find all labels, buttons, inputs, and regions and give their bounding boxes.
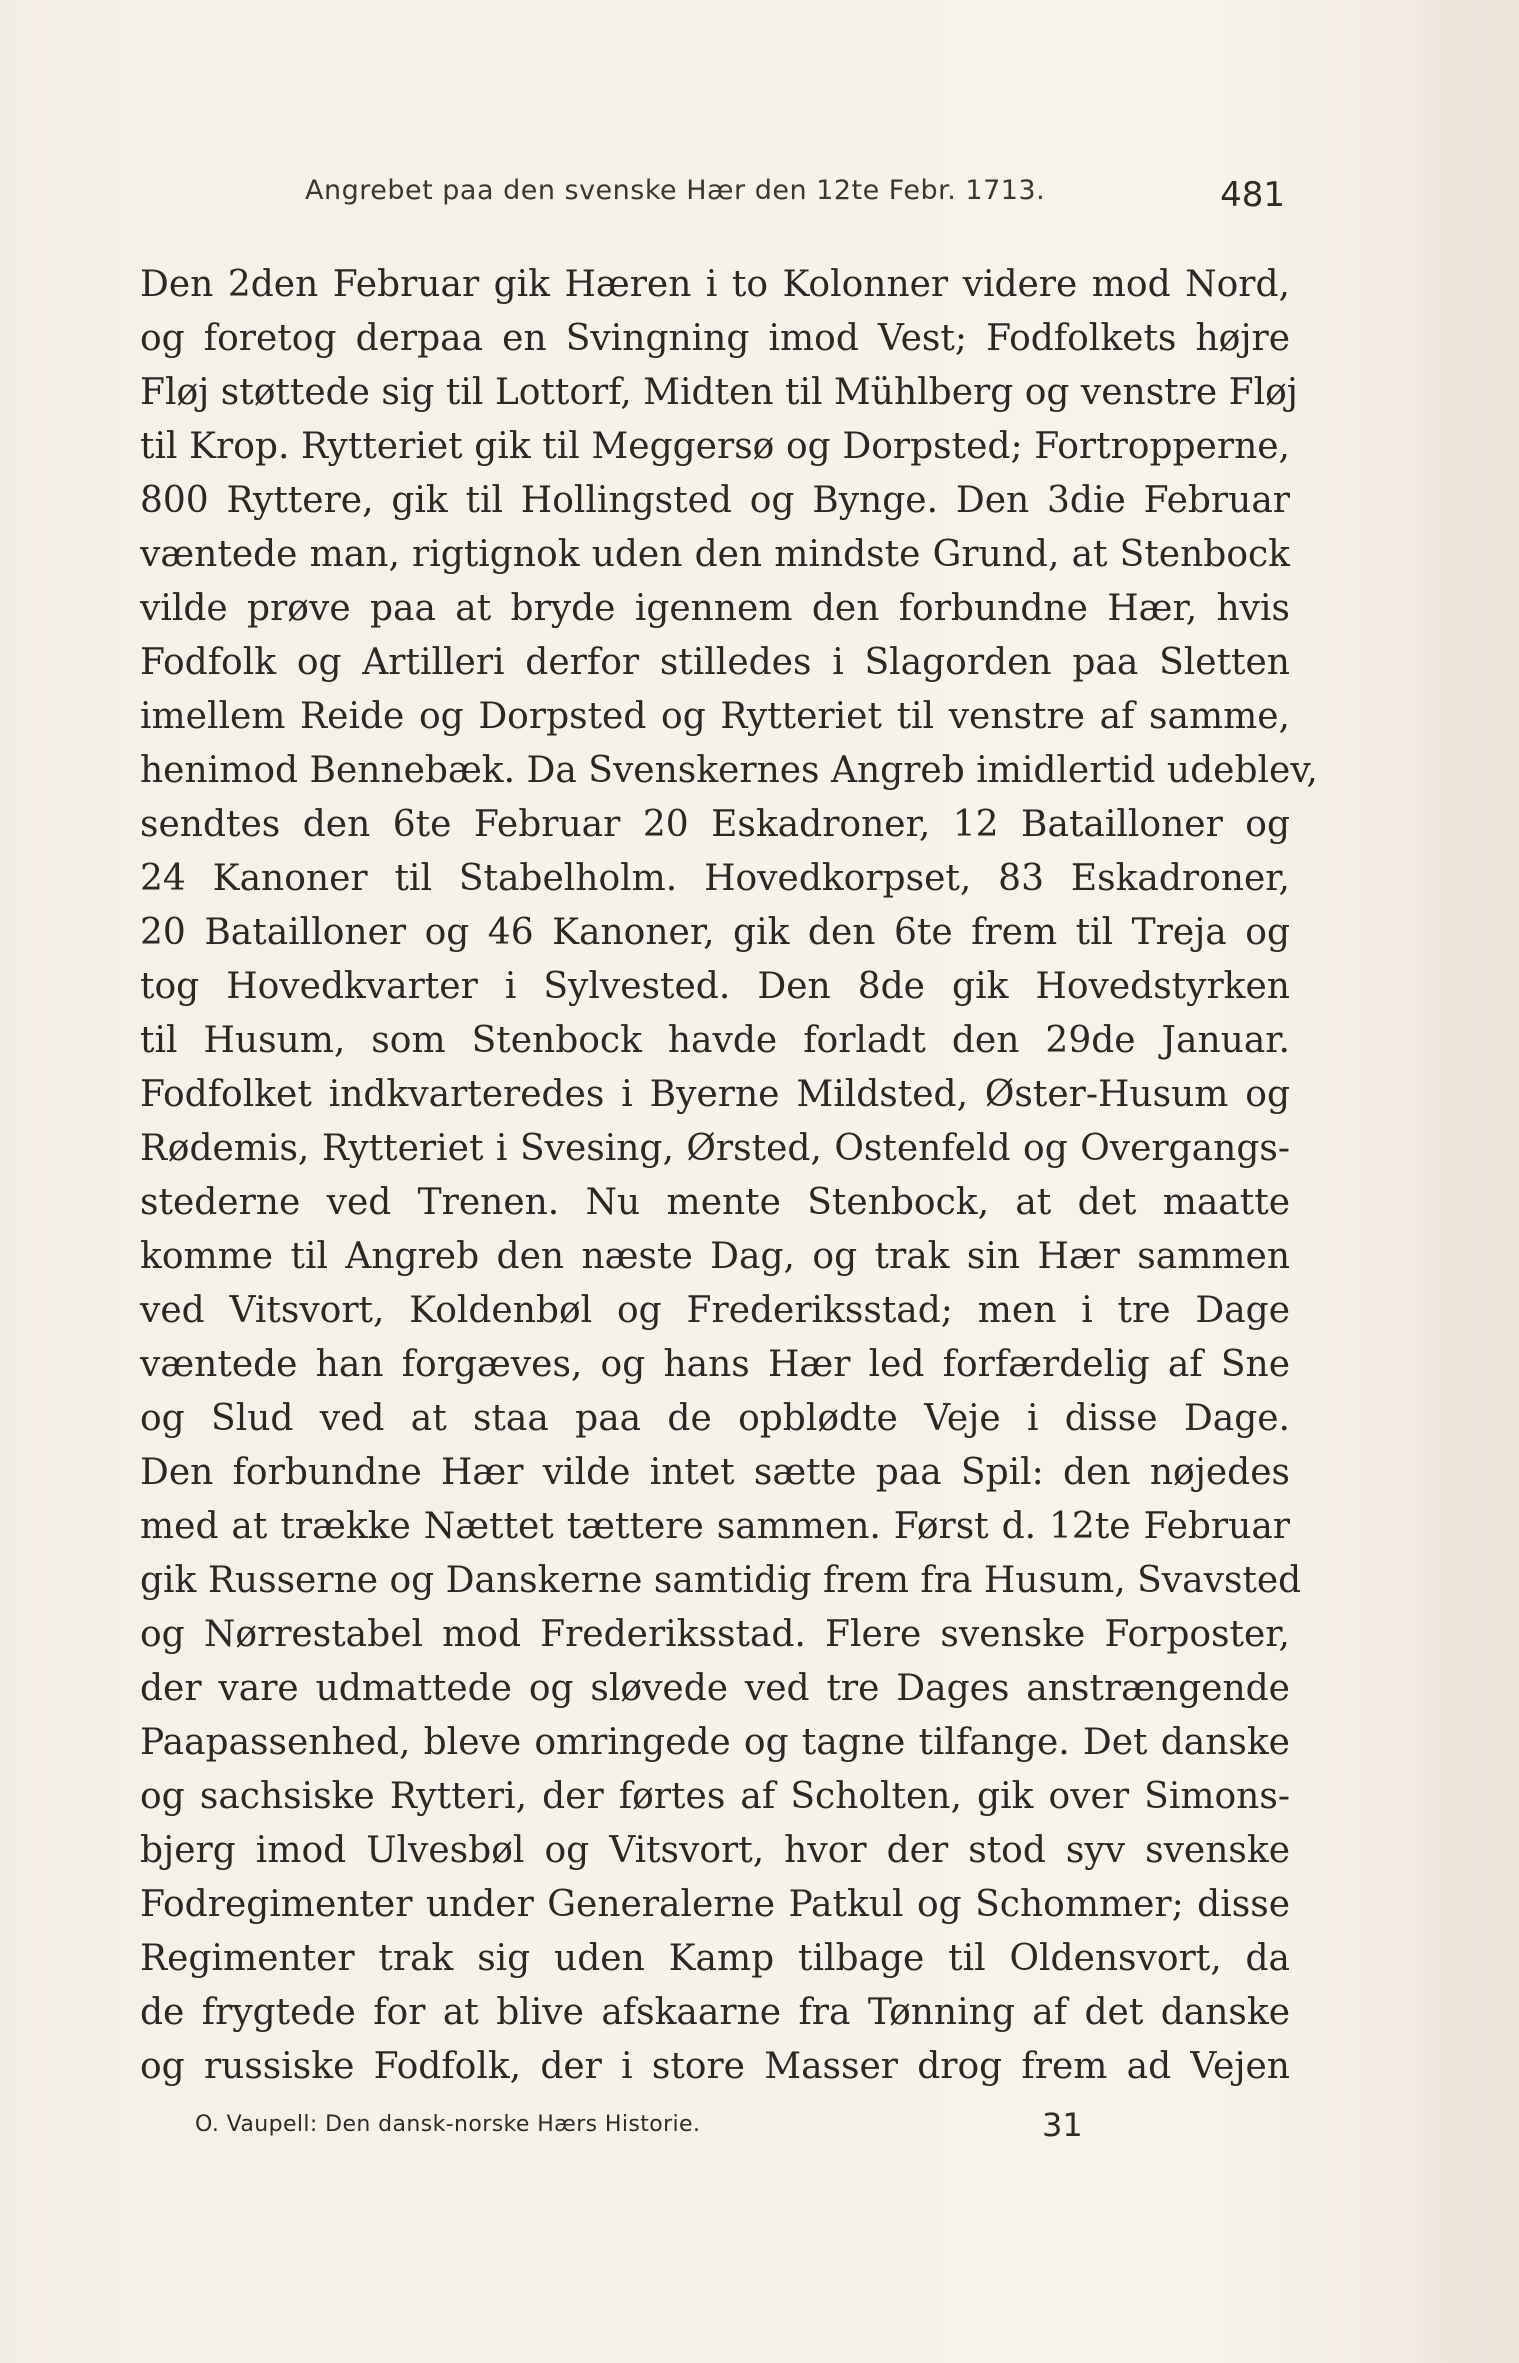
- text-line: 24 Kanoner til Stabelholm. Hovedkorpset, 83 Eskadroner,: [140, 858, 1290, 899]
- page-header: [305, 175, 1285, 235]
- page-footer: [195, 2106, 1095, 2146]
- text-line: de frygtede for at blive afskaarne fra Tønning af det danske: [140, 1992, 1290, 2033]
- body-text: [140, 258, 1318, 2094]
- text-line: der vare udmattede og sløvede ved tre Dages anstrængende: [140, 1668, 1290, 1709]
- text-line: væntede han forgæves, og hans Hær led forfærdelig af Sne: [140, 1344, 1290, 1385]
- text-line: Regimenter trak sig uden Kamp tilbage til Oldensvort, da: [140, 1938, 1290, 1979]
- text-line: bjerg imod Ulvesbøl og Vitsvort, hvor der stod syv svenske: [140, 1830, 1290, 1871]
- text-line: Den forbundne Hær vilde intet sætte paa Spil: den nøjedes: [140, 1452, 1290, 1493]
- footer-citation: O. Vaupell: Den dansk-norske Hærs Historie.: [195, 2112, 701, 2137]
- text-line: væntede man, rigtignok uden den mindste Grund, at Stenbock: [140, 534, 1290, 575]
- text-line: Fodfolk og Artilleri derfor stilledes i Slagorden paa Sletten: [140, 642, 1290, 683]
- text-line: ved Vitsvort, Koldenbøl og Frederiksstad; men i tre Dage: [140, 1290, 1290, 1331]
- text-line: Fodfolket indkvarteredes i Byerne Mildsted, Øster-Husum og: [140, 1074, 1290, 1115]
- running-title: Angrebet paa den svenske Hær den 12te Febr. 1713.: [305, 175, 1046, 206]
- signature-mark: 31: [1042, 2106, 1083, 2144]
- text-line: komme til Angreb den næste Dag, og trak sin Hær sammen: [140, 1236, 1290, 1277]
- text-line: Fodregimenter under Generalerne Patkul og Schommer; disse: [140, 1884, 1290, 1925]
- text-line: til Husum, som Stenbock havde forladt den 29de Januar.: [140, 1020, 1290, 1061]
- text-line: og foretog derpaa en Svingning imod Vest; Fodfolkets højre: [140, 318, 1290, 359]
- text-line: 20 Batailloner og 46 Kanoner, gik den 6te frem til Treja og: [140, 912, 1290, 953]
- text-line: Fløj støttede sig til Lottorf, Midten til Mühlberg og venstre Fløj: [140, 372, 1298, 413]
- page-number: 481: [1220, 175, 1285, 215]
- text-line: Den 2den Februar gik Hæren i to Kolonner videre mod Nord,: [140, 264, 1290, 305]
- text-line: og Nørrestabel mod Frederiksstad. Flere svenske Forposter,: [140, 1614, 1290, 1655]
- text-line: til Krop. Rytteriet gik til Meggersø og Dorpsted; Fortropperne,: [140, 426, 1290, 467]
- text-line: Rødemis, Rytteriet i Svesing, Ørsted, Ostenfeld og Overgangs-: [140, 1128, 1290, 1169]
- text-line: stederne ved Trenen. Nu mente Stenbock, at det maatte: [140, 1182, 1290, 1223]
- text-line: og russiske Fodfolk, der i store Masser drog frem ad Vejen: [140, 2046, 1290, 2087]
- text-line: 800 Ryttere, gik til Hollingsted og Bynge. Den 3die Februar: [140, 480, 1290, 521]
- text-line: tog Hovedkvarter i Sylvested. Den 8de gik Hovedstyrken: [140, 966, 1290, 1007]
- text-line: og sachsiske Rytteri, der førtes af Scholten, gik over Simons-: [140, 1776, 1290, 1817]
- text-line: sendtes den 6te Februar 20 Eskadroner, 12 Batailloner og: [140, 804, 1290, 845]
- text-line: med at trække Nættet tættere sammen. Først d. 12te Februar: [140, 1506, 1290, 1547]
- text-line: vilde prøve paa at bryde igennem den forbundne Hær, hvis: [140, 588, 1290, 629]
- text-line: imellem Reide og Dorpsted og Rytteriet til venstre af samme,: [140, 696, 1290, 737]
- text-line: gik Russerne og Danskerne samtidig frem fra Husum, Svavsted: [140, 1560, 1302, 1601]
- page-edge-shadow: [1409, 0, 1519, 2363]
- text-line: henimod Bennebæk. Da Svenskernes Angreb imidlertid udeblev,: [140, 750, 1318, 791]
- text-line: og Slud ved at staa paa de opblødte Veje i disse Dage.: [140, 1398, 1290, 1439]
- text-line: Paapassenhed, bleve omringede og tagne tilfange. Det danske: [140, 1722, 1290, 1763]
